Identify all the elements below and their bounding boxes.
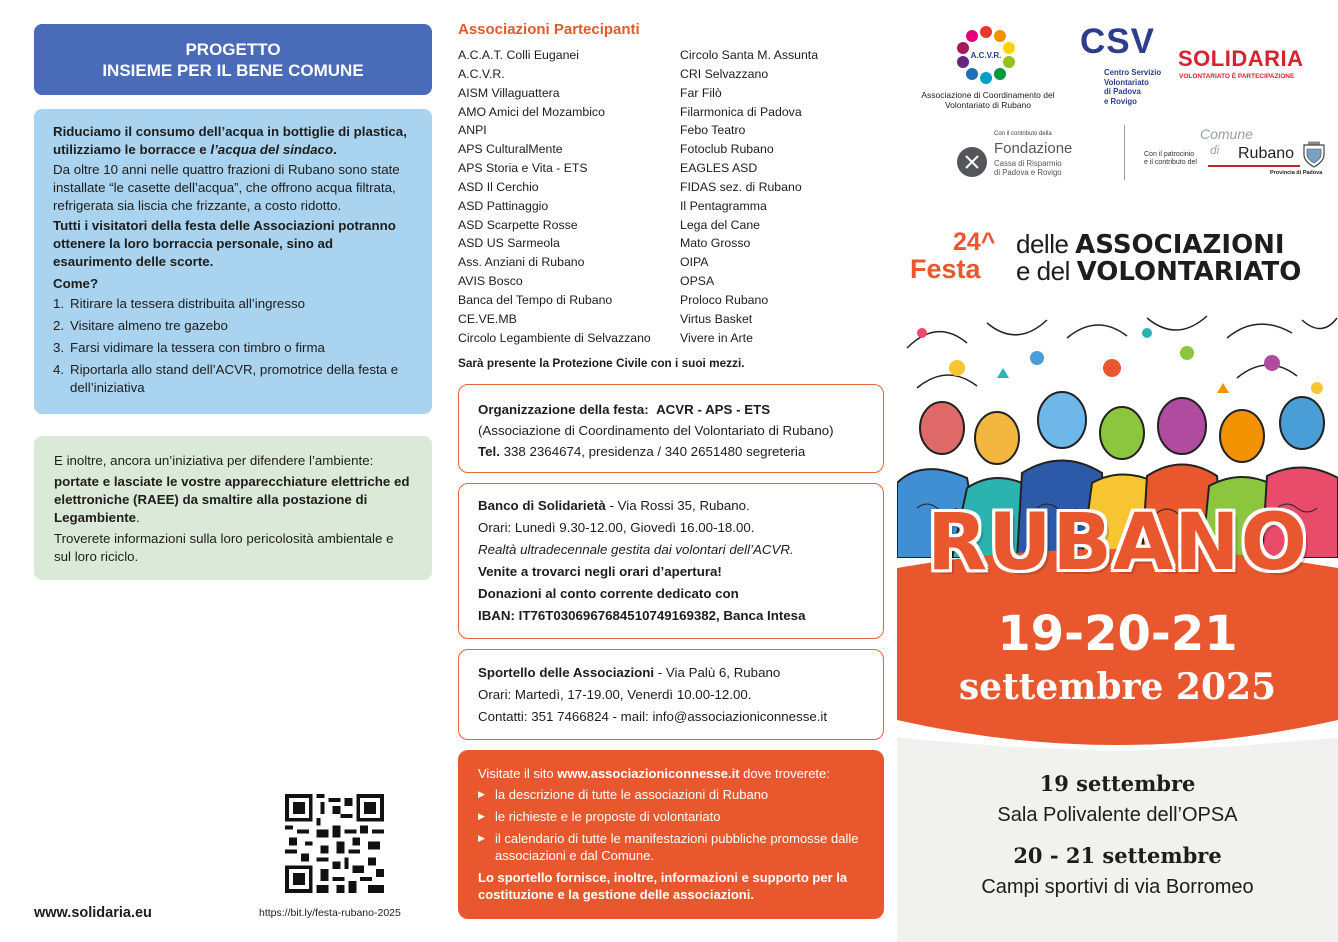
association-item: Ass. Anziani di Rubano [458, 255, 585, 270]
banco-realta: Realtà ultradecennale gestita dai volontari dell’ACVR. [478, 542, 794, 557]
visit-bullet-text: le richieste e le proposte di volontariato [495, 809, 721, 824]
association-item: APS CulturalMente [458, 142, 563, 157]
festa-word: Festa [910, 254, 981, 284]
association-item: CE.VE.MB [458, 311, 517, 326]
association-item: Lega del Cane [680, 217, 760, 232]
arrow-icon: ▶ [478, 811, 485, 821]
website-info-card [458, 750, 884, 919]
event2-place: Campi sportivi di via Borromeo [981, 876, 1254, 898]
associazioni-website-link[interactable]: www.associazioniconnesse.it [557, 766, 740, 781]
fondazione-sub [994, 159, 1062, 177]
visit-bullet-item [478, 808, 868, 825]
association-item: Mato Grosso [680, 236, 751, 251]
sportello-label: Sportello delle Associazioni [478, 665, 655, 680]
association-item: Banca del Tempo di Rubano [458, 292, 613, 307]
step-item [53, 361, 414, 397]
association-item: APS Storia e Vita - ETS [458, 161, 588, 176]
banco-donazioni: Donazioni al conto corrente dedicato con [478, 586, 739, 601]
association-item: FIDAS sez. di Rubano [680, 179, 802, 194]
water-intro-end: . [333, 142, 337, 157]
step-text: Farsi vidimare la tessera con timbro o firma [70, 340, 325, 355]
town-title: RUBANO [927, 498, 1308, 588]
association-item: Circolo Legambiente di Selvazzano [458, 330, 651, 345]
org-tel: 338 2364674, presidenza / 340 2651480 segreteria [503, 444, 806, 459]
patrocinio-line: e il contributo del [1144, 159, 1197, 166]
comune-crest-icon [1302, 141, 1326, 169]
step-text: Riportarla allo stand dell’ACVR, promotrice della festa e dell’iniziativa [70, 362, 399, 395]
festival-dates: 19-20-21 [997, 606, 1238, 662]
association-item: Circolo Santa M. Assunta [680, 48, 819, 62]
visit-bullets-list [478, 786, 868, 864]
visit-bullet-item [478, 830, 868, 864]
step-item [53, 295, 414, 313]
project-title-line-2: INSIEME PER IL BENE COMUNE [102, 61, 364, 80]
arrow-icon: ▶ [478, 789, 485, 799]
association-item: A.C.A.T. Colli Euganei [458, 48, 579, 62]
env-bold-wrap [54, 473, 412, 527]
org-tel-line [478, 441, 883, 463]
water-text: Da oltre 10 anni nelle quattro frazioni di Rubano sono state installate “le casette dell’acqua”, che offrono acqua filtrata, refrigerata sia liscia che frizzante, a costo ridotto. [53, 162, 400, 213]
visit-line [478, 765, 868, 782]
acvr-caption: Associazione di Coordinamento del Volontariato di Rubano [921, 90, 1055, 110]
org-line [478, 399, 883, 421]
festival-month-year: settembre 2025 [958, 666, 1277, 708]
sportello-contacts: Contatti: 351 7466824 - mail: info@associazioniconnesse.it [478, 709, 828, 724]
sportello-address: - Via Palù 6, Rubano [654, 665, 781, 680]
associations-list-col1 [458, 46, 651, 348]
solidaria-website[interactable]: www.solidaria.eu [34, 905, 152, 921]
association-item: ANPI [458, 123, 487, 138]
short-link[interactable]: https://bit.ly/festa-rubano-2025 [259, 907, 401, 919]
festa-edition: 24^ [953, 228, 996, 256]
association-item: OIPA [680, 255, 709, 270]
env-text: Troverete informazioni sulla loro pericolosità ambientale e sul loro riciclo. [54, 531, 394, 564]
association-item: EAGLES ASD [680, 161, 758, 176]
fondazione-contrib: Con il contributo della [994, 131, 1052, 137]
step-text: Ritirare la tessera distribuita all’ingresso [70, 296, 306, 311]
solidaria-caption: VOLONTARIATO È PARTECIPAZIONE [1179, 73, 1295, 80]
env-intro: E inoltre, ancora un’iniziativa per difendere l’ambiente: [54, 453, 374, 468]
step-number: 1. [53, 296, 65, 311]
step-number: 3. [53, 340, 65, 355]
qr-code[interactable] [285, 794, 384, 893]
fondazione-sub-line: Cassa di Risparmio [994, 159, 1062, 168]
fondazione-logo-icon [957, 147, 987, 177]
organization-card [458, 384, 884, 473]
association-item: ASD Il Cerchio [458, 179, 539, 194]
sportello-hours: Orari: Martedì, 17-19.00, Venerdì 10.00-12.00. [478, 687, 752, 702]
step-text: Visitare almeno tre gazebo [70, 318, 228, 333]
banco-iban: IBAN: IT76T0306967684510749169382, Banca Intesa [478, 608, 806, 623]
step-number: 2. [53, 318, 65, 333]
visit-post: dove troverete: [739, 766, 830, 781]
comune-underline [1208, 165, 1300, 167]
patrocinio-note [1144, 151, 1197, 167]
water-steps-list [53, 295, 414, 397]
association-item: Fotoclub Rubano [680, 142, 774, 157]
solidaria-logo: SOLIDARIA [1178, 46, 1304, 71]
association-item: ASD US Sarmeola [458, 236, 560, 251]
association-item: Virtus Basket [680, 311, 753, 326]
water-intro-bold: Riduciamo il consumo dell’acqua in bottiglie di plastica, utilizziamo le borracce e [53, 124, 407, 157]
env-bold-end: . [136, 510, 140, 525]
associations-title: Associazioni Partecipanti [458, 21, 640, 38]
association-item: Il Pentagramma [680, 198, 767, 213]
sportello-card [458, 649, 884, 740]
provincia-label: Provincia di Padova [1270, 170, 1323, 176]
project-title-line-1: PROGETTO [185, 40, 281, 59]
csv-caption [1104, 68, 1161, 106]
water-intro [53, 123, 414, 159]
title-volontariato: VOLONTARIATO [1076, 257, 1302, 287]
visit-bullet-text: il calendario di tutte le manifestazioni pubbliche promosse dalle associazioni e dal Comune. [495, 831, 859, 863]
csv-logo: CSV [1080, 22, 1155, 61]
event2-date: 20 - 21 settembre [1013, 843, 1222, 868]
title-line-2 [1016, 256, 1301, 287]
environment-box [34, 436, 432, 580]
csv-caption-line: Centro Servizio [1104, 68, 1162, 77]
water-intro-italic: l’acqua del sindaco [210, 142, 334, 157]
env-bold: portate e lasciate le vostre apparecchiature elettriche ed elettroniche (RAEE) da smaltire alla postazione di Legambiente [54, 474, 410, 525]
org-value: ACVR - APS - ETS [656, 402, 771, 417]
association-item: Far Filò [680, 85, 722, 100]
association-item: ASD Pattinaggio [458, 198, 549, 213]
banco-title-line [478, 495, 883, 517]
title-associazioni: ASSOCIAZIONI [1075, 230, 1285, 260]
step-item [53, 317, 414, 335]
patrocinio-line: Con il patrocinio [1144, 151, 1195, 158]
association-item: OPSA [680, 274, 715, 289]
comune-di: di [1210, 143, 1220, 157]
step-number: 4. [53, 362, 65, 377]
association-item: AISM Villaguattera [458, 85, 560, 100]
association-item: Filarmonica di Padova [680, 104, 802, 119]
protezione-civile-note: Sarà presente la Protezione Civile con i suoi mezzi. [458, 356, 745, 370]
banco-label: Banco di Solidarietà [478, 498, 606, 513]
arrow-icon: ▶ [478, 833, 485, 843]
acvr-logo-text: A.C.V.R. [970, 51, 1002, 60]
water-bold-text: Tutti i visitatori della festa delle Associazioni potranno ottenere la loro borraccia personale, sino ad esaurimento delle scorte. [53, 218, 396, 269]
event1-date: 19 settembre [1039, 771, 1196, 796]
csv-caption-line: di Padova [1104, 87, 1141, 96]
association-item: AVIS Bosco [458, 274, 523, 289]
association-item: CRI Selvazzano [680, 66, 769, 81]
associations-list-col2 [680, 46, 818, 348]
comune-word: Comune [1200, 126, 1253, 142]
visit-bullet-text: la descrizione di tutte le associazioni di Rubano [495, 787, 769, 802]
fondazione-sub-line: di Padova e Rovigo [994, 168, 1062, 177]
csv-caption-line: Volontariato [1104, 77, 1149, 87]
project-title-box [34, 24, 432, 95]
visit-pre: Visitate il sito [478, 766, 558, 781]
sportello-title-line [478, 662, 883, 684]
association-item: ASD Scarpette Rosse [458, 217, 578, 232]
association-item: AMO Amici del Mozambico [458, 104, 605, 119]
water-how-title: Come? [53, 276, 99, 291]
title-edel: e del [1016, 256, 1077, 286]
acvr-logo [955, 24, 1017, 86]
banco-hours: Orari: Lunedì 9.30-12.00, Giovedì 16.00-18.00. [478, 520, 755, 535]
step-item [53, 339, 414, 357]
event1-place: Sala Polivalente dell’OPSA [997, 804, 1238, 826]
banco-venite: Venite a trovarci negli orari d’apertura! [478, 564, 722, 579]
visit-bullet-item [478, 786, 868, 803]
org-label: Organizzazione della festa: [478, 402, 649, 417]
water-initiative-box [34, 109, 432, 414]
association-item: Febo Teatro [680, 123, 746, 138]
events-background [897, 720, 1338, 942]
association-item: A.C.V.R. [458, 66, 505, 81]
comune-rubano: Rubano [1238, 145, 1295, 162]
association-item: Proloco Rubano [680, 292, 769, 307]
csv-caption-line: e Rovigo [1104, 96, 1137, 106]
divider [1124, 125, 1125, 180]
visit-final: Lo sportello fornisce, inoltre, informazioni e supporto per la costituzione e la gestione delle associazioni. [478, 870, 848, 902]
fondazione-name: Fondazione [994, 140, 1073, 157]
org-sub: (Associazione di Coordinamento del Volontariato di Rubano) [478, 423, 834, 438]
banco-address: - Via Rossi 35, Rubano. [605, 498, 750, 513]
title-delle: delle [1016, 229, 1076, 259]
banco-solidarieta-card [458, 483, 884, 639]
org-tel-label: Tel. [478, 444, 500, 459]
association-item: Vivere in Arte [680, 330, 753, 345]
